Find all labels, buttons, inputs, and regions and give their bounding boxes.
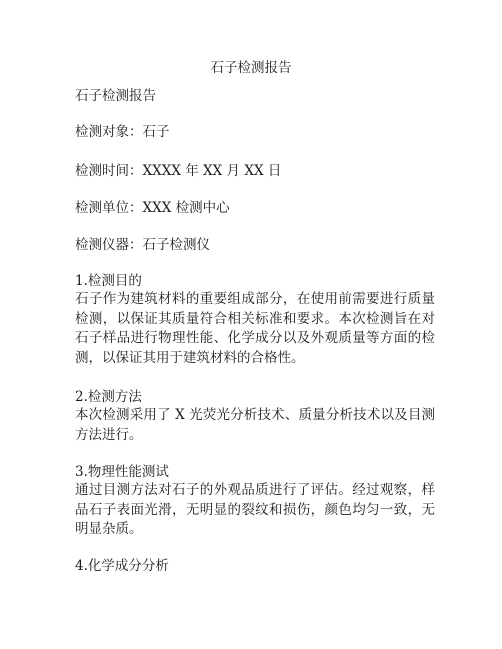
section-body: 石子作为建筑材料的重要组成部分，在使用前需要进行质量检测，以保证其质量符合相关标准和要求。本次检测旨在对石子样品进行物理性能、化学成分以及外观质量等方面的检测，以保证其用于建筑材料的合格性。 xyxy=(75,291,435,366)
section-body: 本次检测采用了 X 光荧光分析技术、质量分析技术以及目测方法进行。 xyxy=(75,407,435,443)
field-instrument: 检测仪器：石子检测仪 xyxy=(75,237,210,253)
section-heading: 3.物理性能测试 xyxy=(75,464,169,480)
field-time: 检测时间：XXXX 年 XX 月 XX 日 xyxy=(75,163,282,179)
section-heading: 4.化学成分分析 xyxy=(75,558,169,574)
field-unit: 检测单位：XXX 检测中心 xyxy=(75,200,230,216)
section-heading: 2.检测方法 xyxy=(75,389,142,405)
document-subtitle: 石子检测报告 xyxy=(75,88,156,104)
section-heading: 1.检测目的 xyxy=(75,273,142,289)
section-body: 通过目测方法对石子的外观品质进行了评估。经过观察，样品石子表面光滑，无明显的裂纹和损伤，颜色均匀一致，无明显杂质。 xyxy=(75,482,435,537)
document-title: 石子检测报告 xyxy=(210,60,292,76)
field-object: 检测对象：石子 xyxy=(75,124,170,140)
